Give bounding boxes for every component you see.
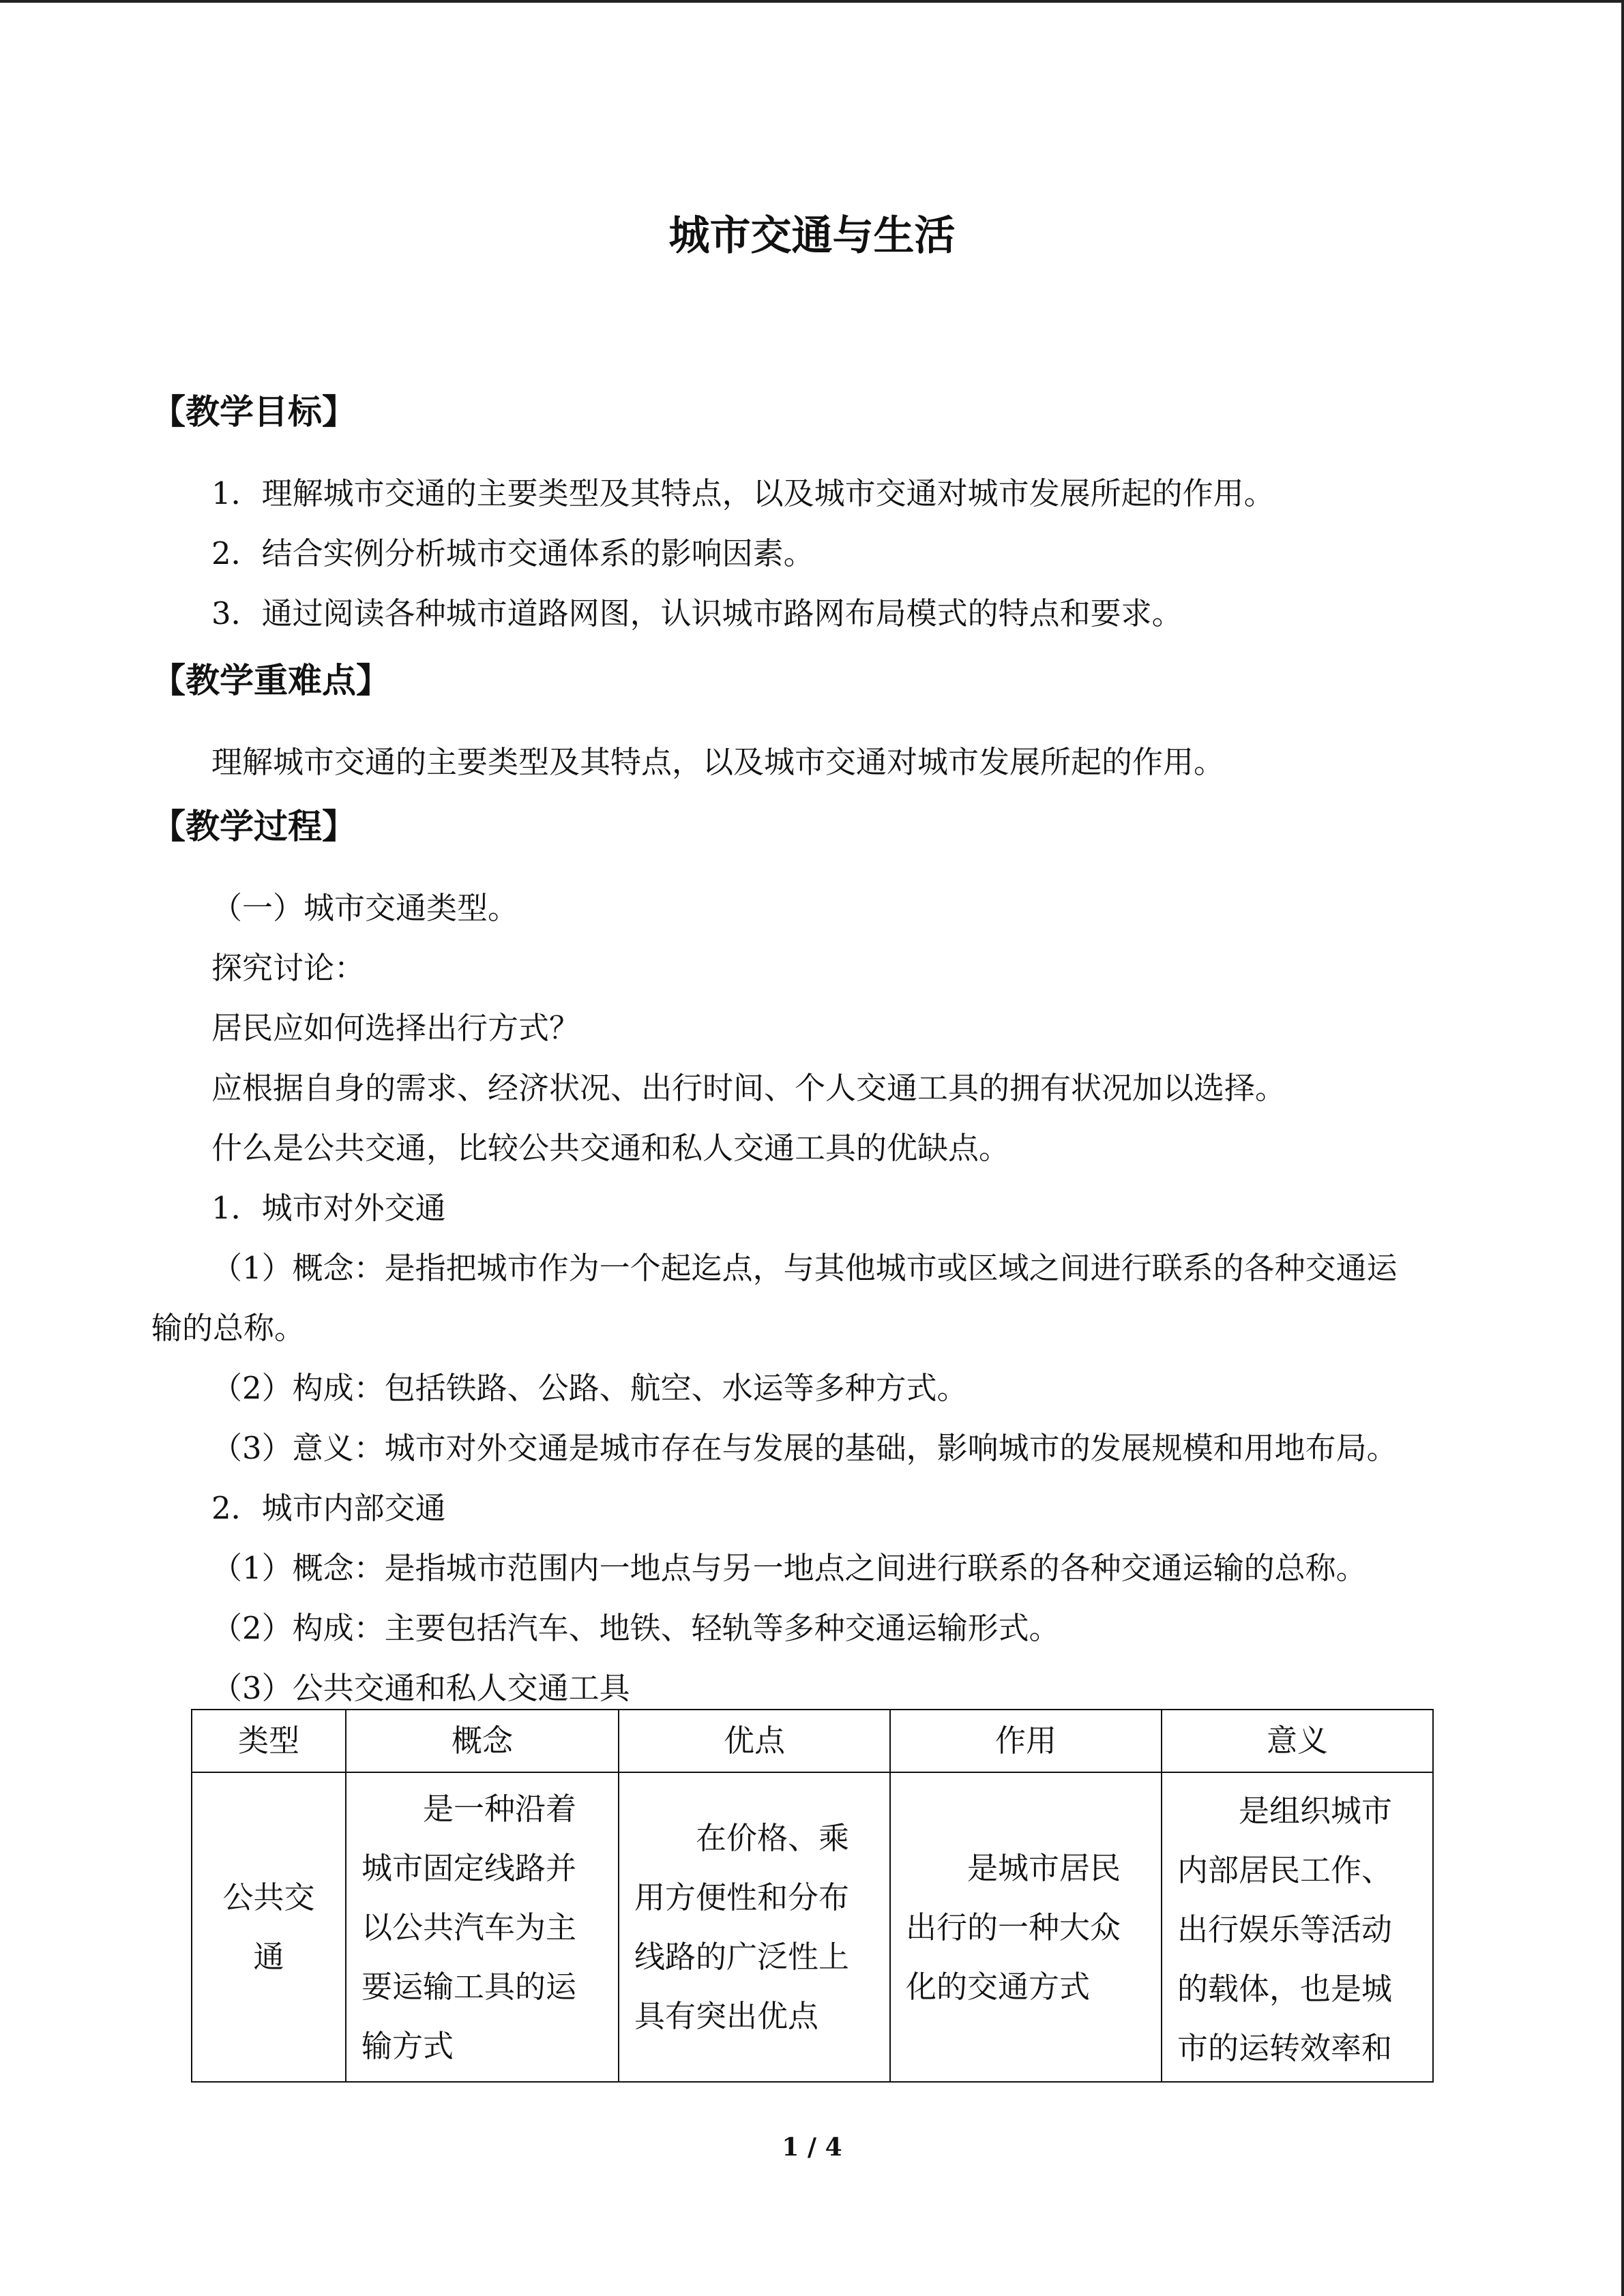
process-line: （1）概念：是指把城市作为一个起迄点，与其他城市或区域之间进行联系的各种交通运 (211, 1250, 1398, 1286)
process-line: （1）概念：是指城市范围内一地点与另一地点之间进行联系的各种交通运输的总称。 (211, 1550, 1367, 1586)
table-header-concept: 概念 (346, 1710, 619, 1772)
key-points-text: 理解城市交通的主要类型及其特点，以及城市交通对城市发展所起的作用。 (211, 744, 1225, 780)
section-heading-process: 【教学过程】 (151, 806, 356, 846)
table-header-role: 作用 (890, 1710, 1162, 1772)
section-heading-key-points: 【教学重难点】 (151, 660, 390, 700)
table-cell-concept-text: 是一种沿着城市固定线路并以公共汽车为主要运输工具的运输方式 (361, 1790, 577, 2064)
table-row (192, 1772, 1433, 2082)
table-cell-advantage (619, 1772, 890, 2082)
process-line: 应根据自身的需求、经济状况、出行时间、个人交通工具的拥有状况加以选择。 (211, 1070, 1286, 1106)
page-top-border (0, 0, 1624, 3)
document-title: 城市交通与生活 (668, 212, 956, 260)
table-header-advantage: 优点 (619, 1710, 890, 1772)
process-line: （2）构成：包括铁路、公路、航空、水运等多种方式。 (211, 1370, 968, 1406)
table-cell-advantage-text: 在价格、乘用方便性和分布线路的广泛性上具有突出优点 (634, 1820, 850, 2034)
goal-item: 1．理解城市交通的主要类型及其特点，以及城市交通对城市发展所起的作用。 (211, 475, 1275, 511)
page-number: 1 / 4 (782, 2133, 842, 2162)
process-line: 输的总称。 (151, 1310, 306, 1346)
process-line: （一）城市交通类型。 (211, 890, 519, 926)
table-header-row (192, 1710, 1433, 1772)
table-cell-type: 公共交通 (192, 1772, 346, 2082)
process-line: 1．城市对外交通 (211, 1190, 446, 1226)
table-cell-meaning-text: 是组织城市内部居民工作、出行娱乐等活动的载体，也是城市的运转效率和 (1177, 1793, 1393, 2066)
section-heading-goals: 【教学目标】 (151, 391, 356, 432)
process-line: 居民应如何选择出行方式？ (211, 1010, 580, 1046)
process-line: 什么是公共交通，比较公共交通和私人交通工具的优缺点。 (211, 1130, 1010, 1166)
process-line: （3）公共交通和私人交通工具 (211, 1670, 630, 1706)
process-line: （3）意义：城市对外交通是城市存在与发展的基础，影响城市的发展规模和用地布局。 (211, 1430, 1398, 1466)
process-line: （2）构成：主要包括汽车、地铁、轻轨等多种交通运输形式。 (211, 1610, 1060, 1646)
page-right-border (1621, 0, 1624, 2296)
process-line: 探究讨论： (211, 950, 366, 986)
transport-comparison-table (191, 1709, 1434, 2083)
table-cell-concept (346, 1772, 619, 2082)
table-header-type: 类型 (192, 1710, 346, 1772)
table-cell-meaning (1162, 1772, 1433, 2082)
goal-item: 2．结合实例分析城市交通体系的影响因素。 (211, 535, 814, 571)
table-cell-role-text: 是城市居民出行的一种大众化的交通方式 (906, 1849, 1121, 2005)
table-cell-role (890, 1772, 1162, 2082)
process-line: 2．城市内部交通 (211, 1490, 446, 1526)
table-header-meaning: 意义 (1162, 1710, 1433, 1772)
goal-item: 3．通过阅读各种城市道路网图，认识城市路网布局模式的特点和要求。 (211, 595, 1183, 631)
